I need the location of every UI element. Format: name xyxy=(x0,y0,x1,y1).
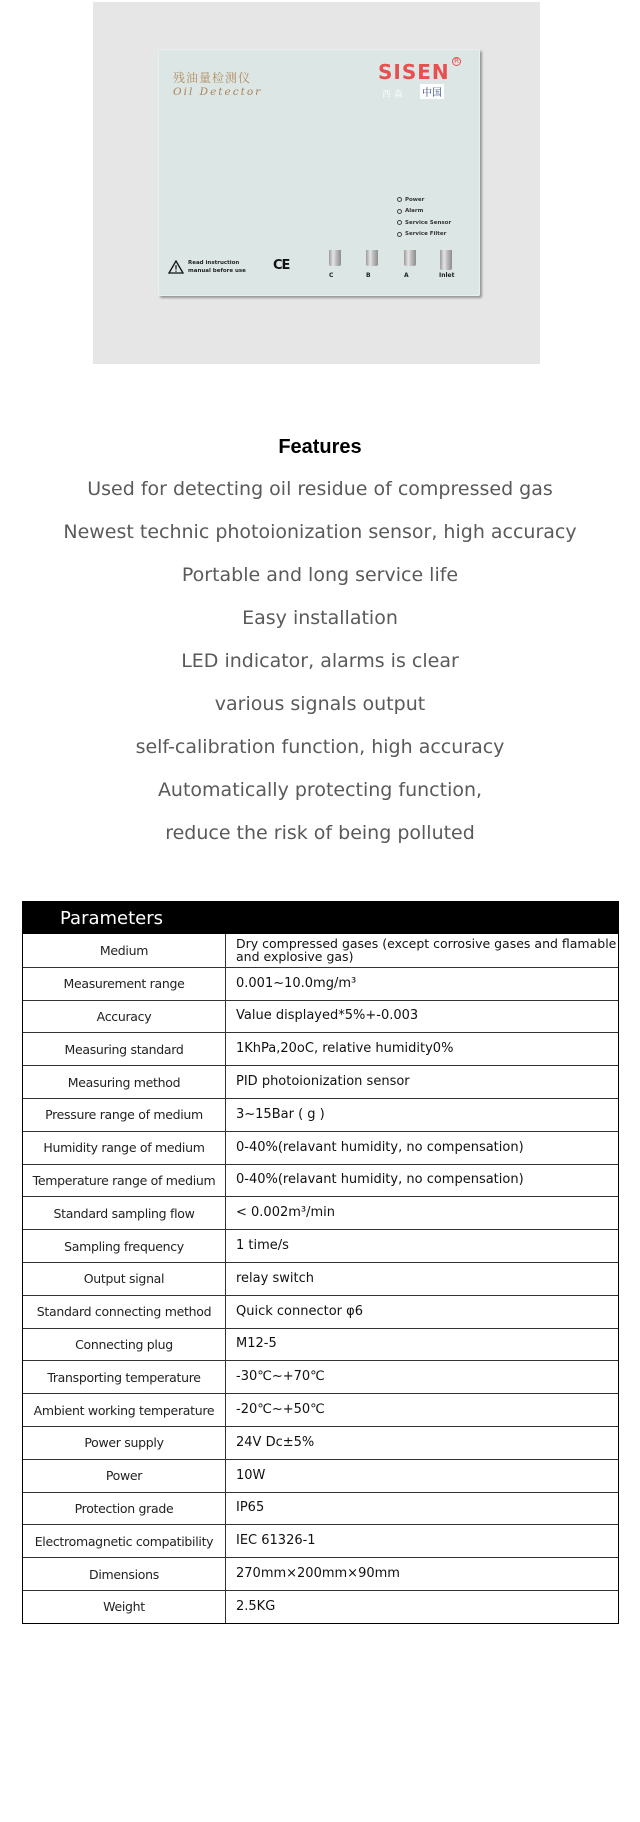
parameter-value: 270mm×200mm×90mm xyxy=(236,1566,400,1582)
feature-item: Easy installation xyxy=(242,607,398,629)
led-label: Power xyxy=(405,196,425,203)
warning-notice xyxy=(168,259,246,275)
table-row xyxy=(23,1459,618,1492)
connector-c-icon xyxy=(329,250,341,266)
led-label: Alarm xyxy=(405,208,424,215)
feature-item: Portable and long service life xyxy=(181,564,459,586)
parameters-rows xyxy=(23,934,618,1623)
table-row xyxy=(23,1492,618,1525)
table-row xyxy=(23,1557,618,1590)
parameter-value: 1 time/s xyxy=(236,1238,289,1254)
parameters-table xyxy=(22,901,619,1624)
table-row xyxy=(23,1590,618,1623)
parameter-name: Pressure range of medium xyxy=(23,1099,226,1131)
table-row xyxy=(23,1328,618,1361)
parameters-title: Parameters xyxy=(23,901,618,934)
led-label: Service Sensor xyxy=(405,219,452,226)
device-front-panel xyxy=(158,49,480,296)
parameter-name: Sampling frequency xyxy=(23,1230,226,1262)
led-alarm xyxy=(397,206,451,218)
parameter-name: Standard sampling flow xyxy=(23,1197,226,1229)
parameter-value: PID photoionization sensor xyxy=(236,1074,410,1090)
brand-logo: SISEN xyxy=(378,60,450,84)
table-row xyxy=(23,1295,618,1328)
table-row xyxy=(23,1360,618,1393)
feature-item: Automatically protecting function, xyxy=(157,779,483,801)
table-row xyxy=(23,1131,618,1164)
feature-item: self-calibration function, high accuracy xyxy=(135,736,505,758)
parameter-name: Weight xyxy=(23,1591,226,1623)
parameter-value: 1KhPa,20oC, relative humidity0% xyxy=(236,1041,454,1057)
parameter-value: -20℃~+50℃ xyxy=(236,1402,325,1418)
parameter-name: Medium xyxy=(23,934,226,967)
product-photo xyxy=(93,2,540,364)
parameter-name: Measuring standard xyxy=(23,1033,226,1065)
table-row xyxy=(23,967,618,1000)
parameter-name: Ambient working temperature xyxy=(23,1394,226,1426)
brand-sub-cn: 西 森 xyxy=(382,90,403,100)
warning-line-2: manual before use xyxy=(188,268,246,274)
port-label-c: C xyxy=(329,272,334,279)
parameter-value: -30℃~+70℃ xyxy=(236,1369,325,1385)
parameter-value: IP65 xyxy=(236,1500,265,1516)
parameter-name: Protection grade xyxy=(23,1493,226,1525)
parameter-value: Value displayed*5%+-0.003 xyxy=(236,1008,419,1024)
led-dot-icon xyxy=(397,209,402,214)
parameter-name: Standard connecting method xyxy=(23,1296,226,1328)
parameter-name: Dimensions xyxy=(23,1558,226,1590)
parameter-name: Measuring method xyxy=(23,1066,226,1098)
table-row xyxy=(23,1164,618,1197)
table-row xyxy=(23,1065,618,1098)
feature-item: various signals output xyxy=(214,693,426,715)
parameter-name: Transporting temperature xyxy=(23,1361,226,1393)
feature-item: LED indicator, alarms is clear xyxy=(181,650,459,672)
parameter-name: Power xyxy=(23,1460,226,1492)
parameter-name: Electromagnetic compatibility xyxy=(23,1525,226,1557)
parameter-value: < 0.002m³/min xyxy=(236,1205,336,1221)
features-title: Features xyxy=(278,436,362,458)
feature-item: Newest technic photoionization sensor, high accuracy xyxy=(63,521,577,543)
led-label: Service Filter xyxy=(405,231,447,238)
table-row xyxy=(23,1032,618,1065)
parameter-name: Humidity range of medium xyxy=(23,1132,226,1164)
table-row xyxy=(23,934,618,967)
warning-line-1: Read instruction xyxy=(188,260,240,266)
parameter-name: Accuracy xyxy=(23,1001,226,1033)
table-row xyxy=(23,1098,618,1131)
parameter-value: 0-40%(relavant humidity, no compensation) xyxy=(236,1172,524,1188)
port-label-b: B xyxy=(366,272,371,279)
table-row xyxy=(23,1196,618,1229)
connector-inlet-icon xyxy=(440,250,452,270)
connector-a-icon xyxy=(404,250,416,266)
device-title-cn: 残油量检测仪 xyxy=(173,71,252,85)
feature-item: reduce the risk of being polluted xyxy=(165,822,475,844)
led-power xyxy=(397,194,451,206)
parameter-name: Connecting plug xyxy=(23,1329,226,1361)
brand-country-cn: 中国 xyxy=(420,84,444,99)
registered-mark-icon: R xyxy=(452,57,461,66)
led-service-filter xyxy=(397,229,451,241)
table-row xyxy=(23,1000,618,1033)
parameter-value: Quick connector φ6 xyxy=(236,1303,363,1319)
table-row xyxy=(23,1262,618,1295)
led-dot-icon xyxy=(397,220,402,225)
parameter-name: Output signal xyxy=(23,1263,226,1295)
device-title-en: Oil Detector xyxy=(173,86,263,98)
connector-b-icon xyxy=(366,250,378,266)
parameter-name: Power supply xyxy=(23,1427,226,1459)
parameter-value: M12-5 xyxy=(236,1336,277,1352)
table-row xyxy=(23,1229,618,1262)
led-dot-icon xyxy=(397,197,402,202)
led-service-sensor xyxy=(397,217,451,229)
warning-triangle-icon xyxy=(168,260,184,274)
parameter-value: 2.5KG xyxy=(236,1598,276,1614)
parameter-value: IEC 61326-1 xyxy=(236,1533,316,1549)
parameter-value: 24V Dc±5% xyxy=(236,1434,315,1450)
table-row xyxy=(23,1524,618,1557)
led-dot-icon xyxy=(397,232,402,237)
led-indicators xyxy=(397,194,451,240)
parameter-value: 0.001~10.0mg/m³ xyxy=(236,975,357,991)
table-row xyxy=(23,1426,618,1459)
port-label-inlet: Inlet xyxy=(439,272,455,279)
parameter-name: Temperature range of medium xyxy=(23,1165,226,1197)
table-row xyxy=(23,1393,618,1426)
parameter-value: 3~15Bar ( g ) xyxy=(236,1106,325,1122)
port-label-a: A xyxy=(404,272,409,279)
parameter-value: 10W xyxy=(236,1467,266,1483)
ce-mark-icon: CE xyxy=(273,258,290,273)
parameter-value: 0-40%(relavant humidity, no compensation) xyxy=(236,1139,524,1155)
parameter-name: Measurement range xyxy=(23,968,226,1000)
parameter-value: relay switch xyxy=(236,1270,314,1286)
feature-item: Used for detecting oil residue of compressed gas xyxy=(87,478,553,500)
parameter-value: Dry compressed gases (except corrosive gases and flamable and explosive gas) xyxy=(236,936,617,965)
